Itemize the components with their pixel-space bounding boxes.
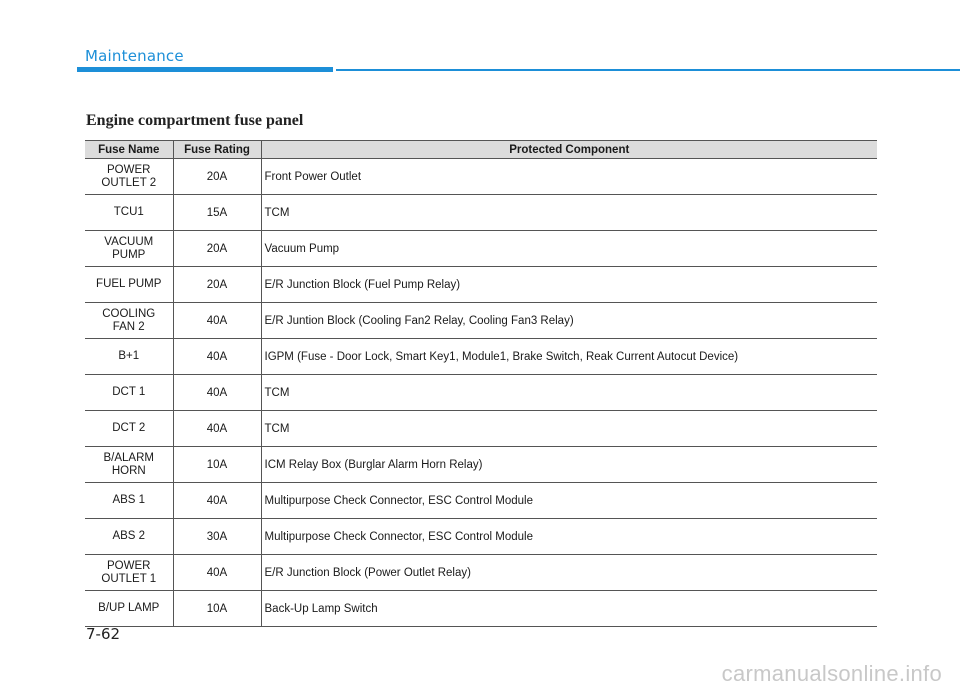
table-row <box>85 339 877 375</box>
table-row <box>85 519 877 555</box>
protected-component-cell: Multipurpose Check Connector, ESC Control Module <box>261 483 877 519</box>
protected-component-cell: Vacuum Pump <box>261 231 877 267</box>
fuse-name-cell <box>85 159 173 195</box>
table-row <box>85 411 877 447</box>
table-row <box>85 447 877 483</box>
page-title: Engine compartment fuse panel <box>86 112 304 129</box>
fuse-name-cell <box>85 411 173 447</box>
fuse-name: DCT 1 <box>112 386 146 398</box>
section-header-title: Maintenance <box>85 47 184 65</box>
fuse-name: B/ALARM HORN <box>103 451 154 477</box>
fuse-name: COOLING FAN 2 <box>102 307 156 333</box>
fuse-rating-cell: 10A <box>173 591 261 627</box>
fuse-rating-cell: 40A <box>173 411 261 447</box>
table-row <box>85 231 877 267</box>
protected-component-cell: TCM <box>261 375 877 411</box>
column-header-fuse-name: Fuse Name <box>85 141 173 159</box>
table-row <box>85 483 877 519</box>
table-row <box>85 303 877 339</box>
table-header-row <box>85 141 877 159</box>
column-header-protected-component: Protected Component <box>261 141 877 159</box>
fuse-rating-cell: 40A <box>173 339 261 375</box>
protected-component-cell: Front Power Outlet <box>261 159 877 195</box>
fuse-rating-cell: 40A <box>173 303 261 339</box>
fuse-name-cell <box>85 555 173 591</box>
header-rule-thin <box>336 69 960 71</box>
protected-component-cell: Multipurpose Check Connector, ESC Control Module <box>261 519 877 555</box>
fuse-name-cell <box>85 375 173 411</box>
watermark-text: carmanualsonline.info <box>721 661 942 686</box>
table-row <box>85 159 877 195</box>
page-number: 7-62 <box>86 625 121 643</box>
fuse-name: B+1 <box>118 350 140 362</box>
protected-component-cell: E/R Junction Block (Fuel Pump Relay) <box>261 267 877 303</box>
fuse-rating-cell: 40A <box>173 375 261 411</box>
fuse-name-cell <box>85 519 173 555</box>
header-rule-thick <box>77 67 333 72</box>
protected-component-cell: TCM <box>261 195 877 231</box>
protected-component-cell: TCM <box>261 411 877 447</box>
protected-component-cell: E/R Junction Block (Power Outlet Relay) <box>261 555 877 591</box>
table-row <box>85 591 877 627</box>
fuse-name-cell <box>85 195 173 231</box>
fuse-rating-cell: 20A <box>173 159 261 195</box>
protected-component-cell: Back-Up Lamp Switch <box>261 591 877 627</box>
fuse-name-cell <box>85 231 173 267</box>
protected-component-cell: E/R Juntion Block (Cooling Fan2 Relay, Cooling Fan3 Relay) <box>261 303 877 339</box>
fuse-name-cell <box>85 591 173 627</box>
fuse-name: ABS 1 <box>112 494 146 506</box>
fuse-name-cell <box>85 447 173 483</box>
fuse-name-cell <box>85 267 173 303</box>
table-row <box>85 555 877 591</box>
protected-component-cell: IGPM (Fuse - Door Lock, Smart Key1, Module1, Brake Switch, Reak Current Autocut Device) <box>261 339 877 375</box>
fuse-rating-cell: 20A <box>173 231 261 267</box>
fuse-rating-cell: 20A <box>173 267 261 303</box>
fuse-name: POWER OUTLET 1 <box>101 559 157 585</box>
fuse-rating-cell: 10A <box>173 447 261 483</box>
fuse-name: TCU1 <box>113 206 144 218</box>
fuse-name: FUEL PUMP <box>96 278 162 290</box>
fuse-name: VACUUM PUMP <box>104 235 154 261</box>
table-row <box>85 267 877 303</box>
table-row <box>85 195 877 231</box>
fuse-rating-cell: 40A <box>173 555 261 591</box>
protected-component-cell: ICM Relay Box (Burglar Alarm Horn Relay) <box>261 447 877 483</box>
fuse-name: DCT 2 <box>112 422 146 434</box>
fuse-rating-cell: 15A <box>173 195 261 231</box>
fuse-name: B/UP LAMP <box>98 602 160 614</box>
fuse-name-cell <box>85 303 173 339</box>
fuse-rating-cell: 30A <box>173 519 261 555</box>
column-header-fuse-rating: Fuse Rating <box>173 141 261 159</box>
fuse-name: POWER OUTLET 2 <box>101 163 157 189</box>
fuse-name-cell <box>85 483 173 519</box>
fuse-rating-cell: 40A <box>173 483 261 519</box>
fuse-table <box>85 140 877 627</box>
fuse-name-cell <box>85 339 173 375</box>
fuse-name: ABS 2 <box>112 530 146 542</box>
table-row <box>85 375 877 411</box>
